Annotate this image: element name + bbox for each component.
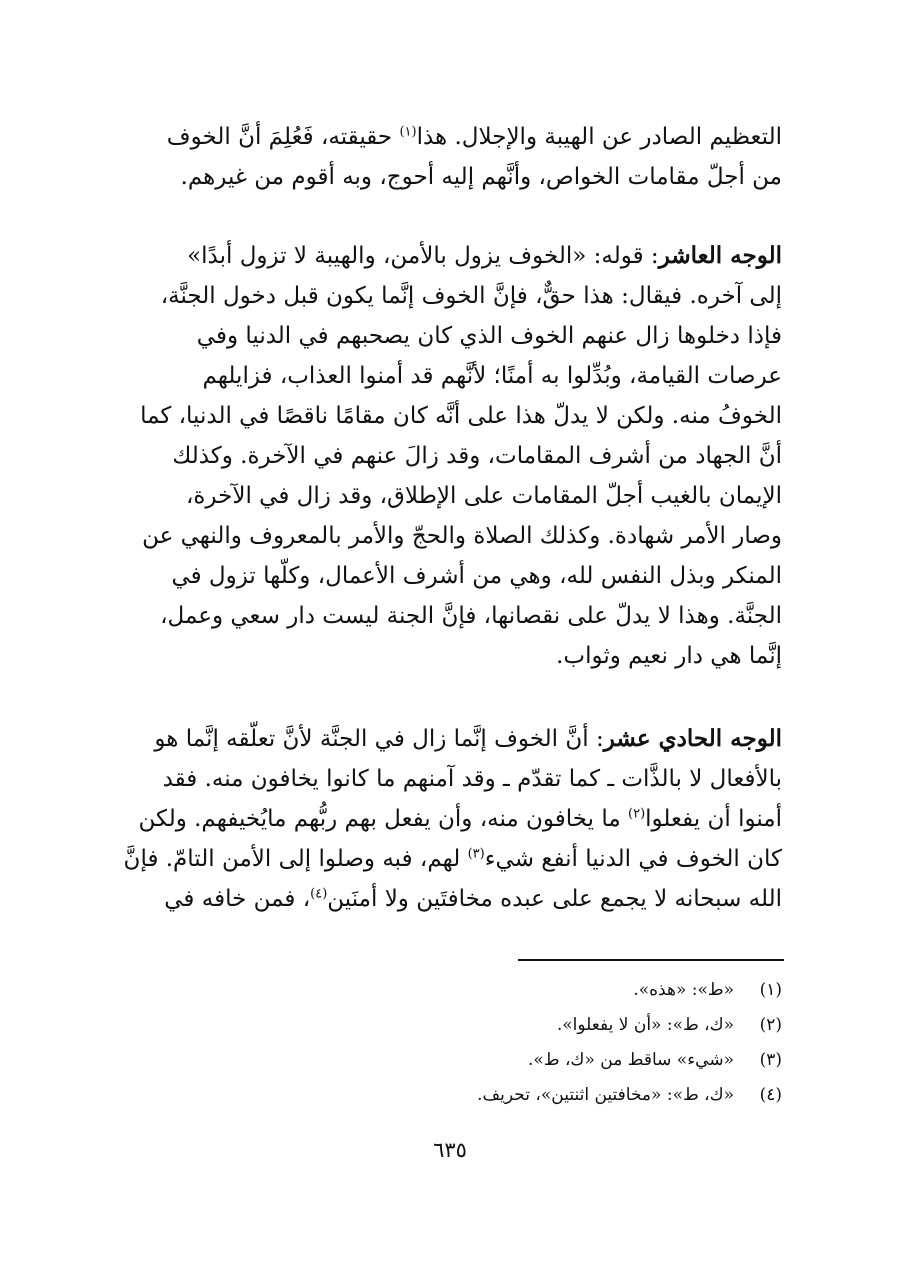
footnote-marker[interactable]: (٤): [310, 886, 328, 902]
text-line: الله سبحانه لا يجمع على عبده مخافتَين ولا أمنَين$^{(٤)}$، فمن خافه في: [164, 886, 782, 912]
text-line: وصار الأمر شهادة. وكذلك الصلاة والحجّ والأمر بالمعروف والنهي عن: [142, 523, 782, 549]
text-line: أنَّ الجهاد من أشرف المقامات، وقد زالَ عنهم في الآخرة. وكذلك: [172, 443, 782, 469]
text-line: الوجه العاشر: قوله: «الخوف يزول بالأمن، والهيبة لا تزول أبدًا»: [187, 242, 782, 269]
text-line: التعظيم الصادر عن الهيبة والإجلال. هذا$^{(١)}$ حقيقته، فَعُلِمَ أنَّ الخوف: [166, 124, 782, 150]
text-line: بالأفعال لا بالذَّات ـ كما تقدّم ـ وقد آمنهم ما كانوا يخافون منه. فقد: [162, 766, 782, 792]
footnote: [118, 980, 782, 1015]
footnote-marker[interactable]: (٣): [467, 846, 485, 862]
text-line: كان الخوف في الدنيا أنفع شيء$^{(٣)}$ لهم، فبه وصلوا إلى الأمن التامّ. فإنَّ: [123, 846, 782, 872]
footnote-number: (٣): [759, 1050, 782, 1070]
text-line: فإذا دخلوها زال عنهم الخوف الذي كان يصحبهم في الدنيا وفي: [196, 323, 782, 349]
footnote-marker[interactable]: (١): [399, 124, 417, 140]
footnote-text: «ط»: «هذه».: [633, 980, 734, 1000]
footnote: [118, 1015, 782, 1050]
footnote-marker[interactable]: (٢): [628, 806, 646, 822]
text-line: إلى آخره. فيقال: هذا حقٌّ، فإنَّ الخوف إنَّما يكون قبل دخول الجنَّة،: [160, 283, 782, 309]
text-line: عرصات القيامة، وبُدِّلوا به أمنًا؛ لأنَّهم قد أمنوا العذاب، فزايلهم: [202, 363, 782, 389]
text-line: أمنوا أن يفعلوا$^{(٢)}$ ما يخافون منه، وأن يفعل بهم ربُّهم مايُخيفهم. ولكن: [138, 806, 782, 832]
footnote-number: (٢): [759, 1015, 782, 1035]
footnote: [118, 1050, 782, 1085]
page-number: ٦٣٥: [433, 1138, 467, 1162]
text-line: الخوفُ منه. ولكن لا يدلّ هذا على أنَّه كان مقامًا ناقصًا في الدنيا، كما: [140, 403, 782, 429]
footnote-text: «ك، ط»: «مخافتين اثنتين»، تحريف.: [477, 1085, 734, 1105]
footnote-number: (١): [759, 980, 782, 1000]
paragraph-1: [118, 117, 782, 197]
paragraph-2: [118, 236, 782, 676]
section-heading: الوجه العاشر: [658, 242, 782, 269]
footnote: [118, 1085, 782, 1120]
text-line: الإيمان بالغيب أجلّ المقامات على الإطلاق، وقد زال في الآخرة،: [185, 483, 782, 509]
text-line: المنكر وبذل النفس لله، وهي من أشرف الأعمال، وكلّها تزول في: [171, 563, 782, 589]
text-line: إنَّما هي دار نعيم وثواب.: [556, 643, 782, 669]
text-line: من أجلّ مقامات الخواص، وأنَّهم إليه أحوج، وبه أقوم من غيرهم.: [180, 164, 782, 190]
paragraph-3: [118, 719, 782, 919]
footnote-text: «ك، ط»: «أن لا يفعلوا».: [556, 1015, 734, 1035]
footnotes: [118, 980, 782, 1120]
text-line: الوجه الحادي عشر: أنَّ الخوف إنَّما زال في الجنَّة لأنَّ تعلّقه إنَّما هو: [154, 725, 782, 752]
text-line: الجنَّة. وهذا لا يدلّ على نقصانها، فإنَّ الجنة ليست دار سعي وعمل،: [160, 603, 782, 629]
footnote-text: «شيء» ساقط من «ك، ط».: [528, 1050, 734, 1070]
footnote-divider: [518, 959, 784, 961]
section-heading: الوجه الحادي عشر: [603, 725, 782, 752]
footnote-number: (٤): [759, 1085, 782, 1105]
